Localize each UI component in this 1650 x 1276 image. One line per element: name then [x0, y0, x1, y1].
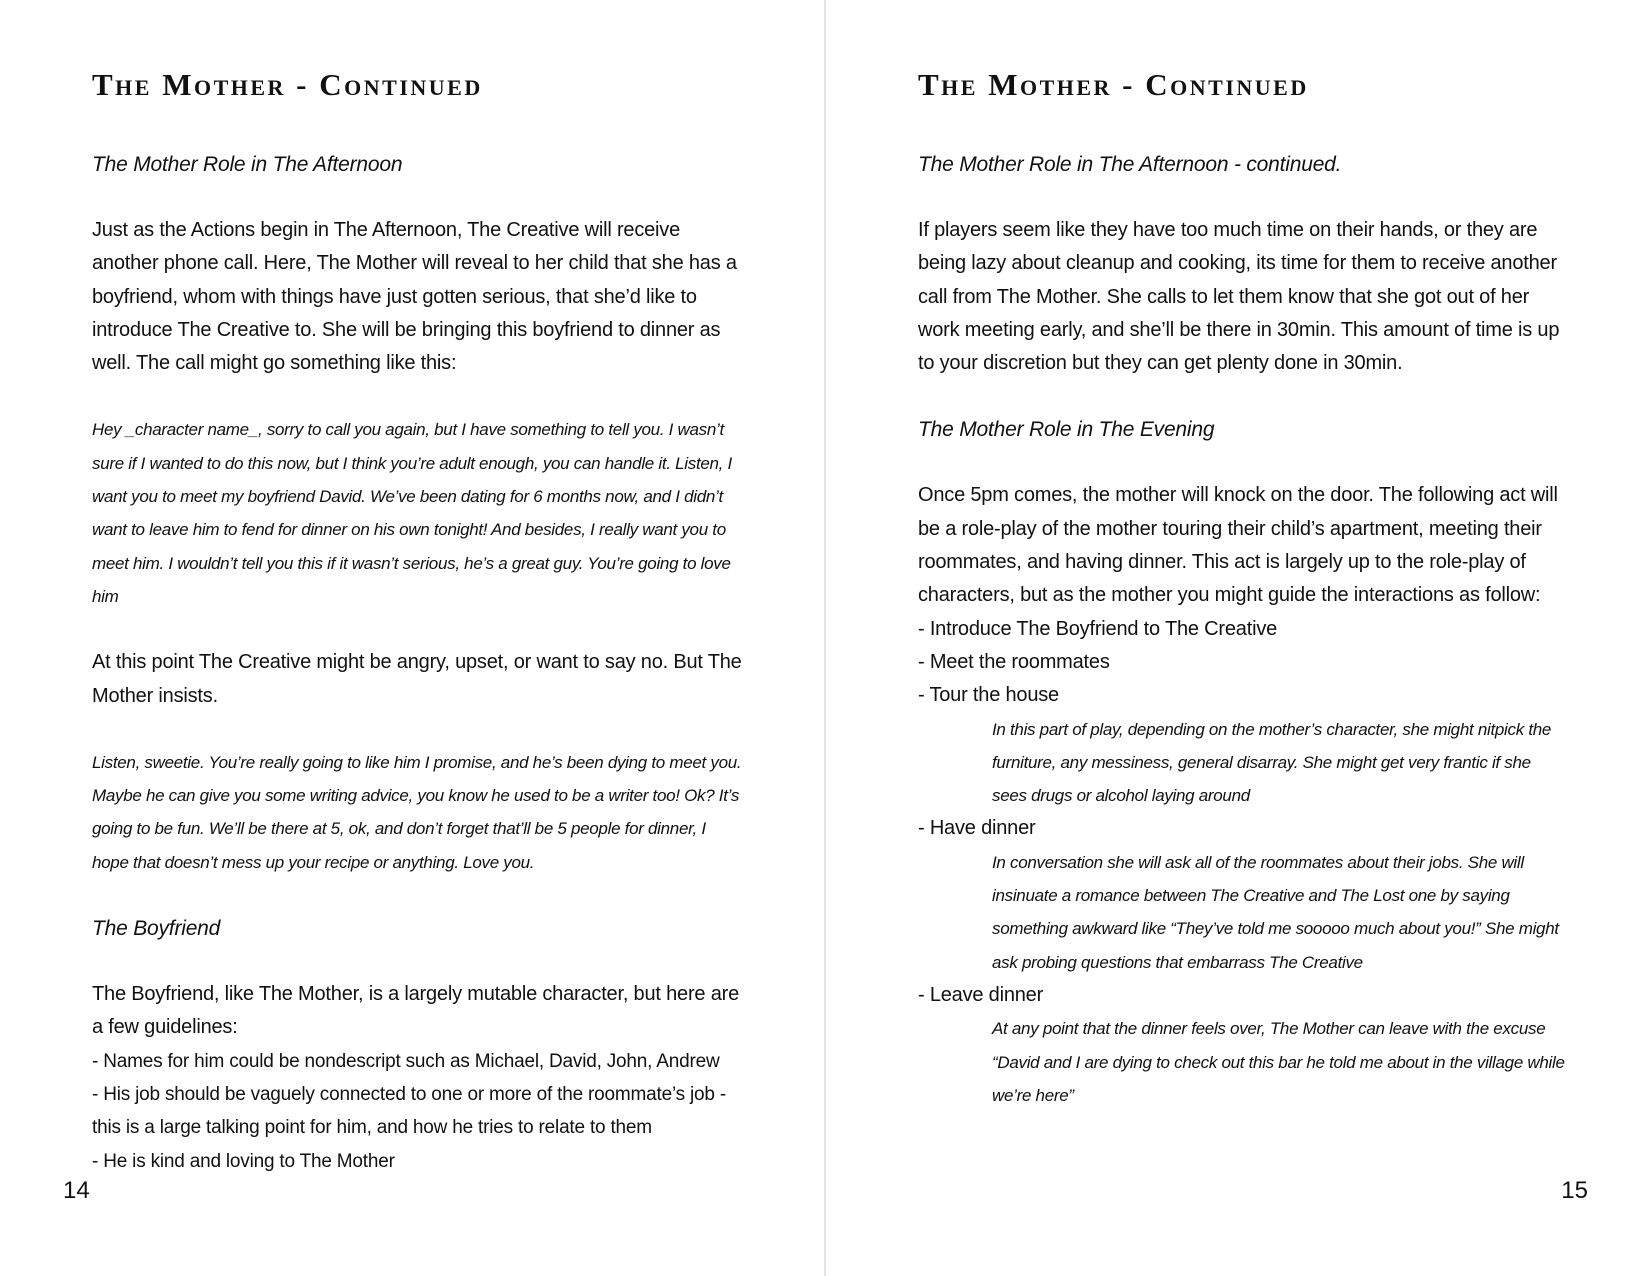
page-number: 15: [1561, 1177, 1588, 1204]
body-paragraph: Just as the Actions begin in The Afternoon, The Creative will receive another phone call. Here, The Mother will reveal to her child that she has a boyfriend, whom with things have just gotten serious, that she’d like to introduce The Creative to. She will be bringing this boyfriend to dinner as well. The call might go something like this:: [92, 219, 737, 375]
list-item: - Introduce The Boyfriend to The Creative: [918, 617, 1278, 640]
body-paragraph: If players seem like they have too much time on their hands, or they are being lazy about cleanup and cooking, its time for them to receive another call from The Mother. She calls to let them know that she got out of her work meeting early, and she’ll be there in 30min. This amount of time is up to your discretion but they can get plenty done in 30min.: [918, 219, 1560, 375]
section-subheading: The Mother Role in The Evening: [918, 418, 1215, 442]
page-number: 14: [63, 1177, 90, 1204]
dialogue-quote: Hey _character name_, sorry to call you again, but I have something to tell you. I wasn’t sure if I wanted to do this now, but I think you’re adult enough, you can handle it. Listen, I want you to meet my boyfriend David. We’ve been dating for 6 months now, and I didn’t want to leave him to fend for dinner on his own tonight! And besides, I really want you to meet him. I wouldn’t tell you this if it wasn’t serious, he’s a great guy. You’re going to love him: [92, 420, 732, 606]
page-heading: The Mother - Continued: [92, 67, 483, 102]
body-paragraph: The Boyfriend, like The Mother, is a largely mutable character, but here are a few guidelines:: [92, 983, 739, 1039]
guidelines-list: [92, 1045, 742, 1178]
right-page-content: [918, 64, 1568, 1112]
list-item: - Names for him could be nondescript such as Michael, David, John, Andrew: [92, 1050, 720, 1072]
dialogue-quote: Listen, sweetie. You’re really going to like him I promise, and he’s been dying to meet you. Maybe he can give you some writing advice, you know he used to be a writer too! Ok? It’s going to be fun. We’ll be there at 5, ok, and don’t forget that’ll be 5 people for dinner, I hope that doesn’t mess up your recipe or anything. Love you.: [92, 752, 742, 872]
list-item: - He is kind and loving to The Mother: [92, 1150, 395, 1172]
list-item: - His job should be vaguely connected to one or more of the roommate’s job - this is a large talking point for him, and how he tries to relate to them: [92, 1083, 726, 1139]
list-item: - Leave dinner: [918, 983, 1044, 1006]
body-paragraph: Once 5pm comes, the mother will knock on the door. The following act will be a role-play of the mother touring their child’s apartment, meeting their roommates, and having dinner. This act is largely up to the role-play of characters, but as the mother you might guide the interactions as follow:: [918, 484, 1558, 607]
list-item-note: In conversation she will ask all of the roommates about their jobs. She will insinuate a romance between The Creative and The Lost one by saying something awkward like “They’ve told me sooooo much about you!” She might ask probing questions that embarrass The Creative: [992, 852, 1559, 972]
list-item: - Have dinner: [918, 817, 1036, 840]
section-subheading: The Boyfriend: [92, 917, 221, 941]
list-item: - Tour the house: [918, 684, 1059, 707]
left-page-content: [92, 64, 742, 1178]
section-subheading: The Mother Role in The Afternoon - continued.: [918, 153, 1342, 176]
body-paragraph: At this point The Creative might be angry, upset, or want to say no. But The Mother insists.: [92, 651, 742, 707]
evening-steps-list: [918, 613, 1568, 1112]
left-page: [0, 0, 824, 1276]
right-page: [826, 0, 1650, 1276]
list-item-note: At any point that the dinner feels over, The Mother can leave with the excuse “David and I are dying to check out this bar he told me about in the village while we’re here”: [992, 1019, 1565, 1105]
list-item-note: In this part of play, depending on the mother’s character, she might nitpick the furniture, any messiness, general disarray. She might get very frantic if she sees drugs or alcohol laying around: [992, 719, 1552, 806]
list-item: - Meet the roommates: [918, 650, 1110, 673]
section-subheading: The Mother Role in The Afternoon: [92, 153, 403, 176]
page-heading: The Mother - Continued: [918, 67, 1309, 102]
